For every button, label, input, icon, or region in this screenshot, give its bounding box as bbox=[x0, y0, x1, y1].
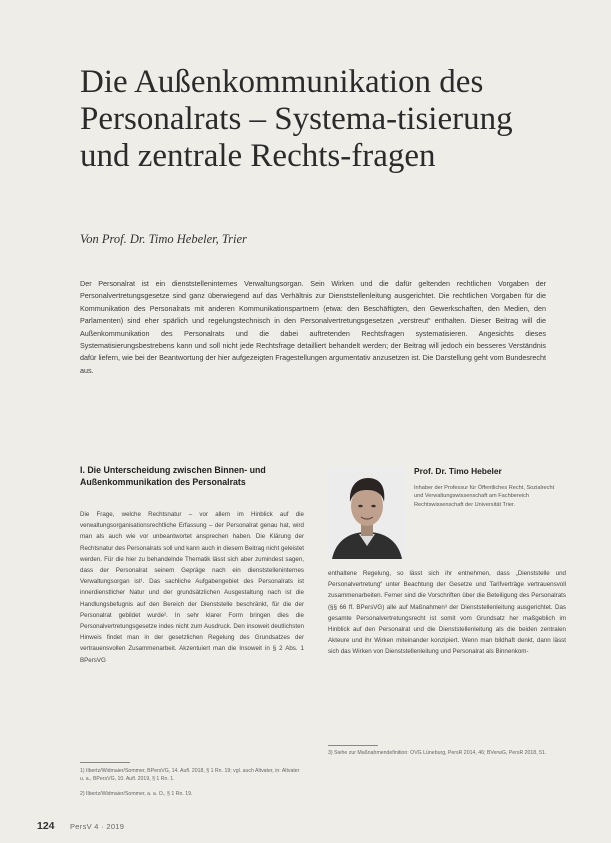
author-bio: Inhaber der Professur für Öffentliches Recht, Sozialrecht und Verwaltungswissenschaft am Fachbereich Rechtswissenschaft der Universität Trier. bbox=[414, 485, 555, 508]
right-column-text: enthaltene Regelung, so lässt sich ihr entnehmen, dass „Dienststelle und Personalvertretung“ unter Beachtung der Gesetze und Tarifverträge vertrauensvoll zusammenarbeiten. Ferner sind die Vorschriften über die Beteiligung des Personalrats (§§ 66 ff. BPersVG) alle auf Maßnahmen³ der Dienststellenleitung ausgerichtet. Das gesamte Personalvertretungsrecht ist somit vom Grundsatz her maßgeblich im Hinblick auf den Personalrat und die Dienststellenleitung als die beiden zentralen Akteure und ihr Wirken miteinander konzipiert. Wenn man bildhaft denkt, dann lässt sich das Wirken von Dienststellenleitung und Personalrat als Binnenkom- bbox=[328, 570, 566, 656]
page-number: 124 bbox=[37, 820, 55, 832]
author-portrait-icon bbox=[328, 466, 406, 559]
footnote-1: 1) Ilbertz/Widmaier/Sommer, BPersVG, 14. Aufl. 2018, § 1 Rn. 19; vgl. auch Altvater, in: Altvater u. a., BPersVG, 10. Aufl. 2019, § 1 Rn. 1. bbox=[80, 768, 300, 782]
author-photo bbox=[328, 466, 406, 559]
author-name: Prof. Dr. Timo Hebeler bbox=[414, 466, 502, 476]
article-title: Die Außenkommunikation des Personalrats – Systema-tisierung und zentrale Rechts-fragen bbox=[80, 64, 513, 174]
article-abstract: Der Personalrat ist ein dienststelleninternes Verwaltungsorgan. Sein Wirken und die dafür geltenden rechtlichen Vorgaben der Personalvertretungsgesetze sind ganz überwiegend auf das Verhältnis zur Dienststellenleitung ausgerichtet. Die rechtlichen Vorgaben für die Kommunikation des Personalrats mit anderen Kommunikationspartnern (etwa: den Beschäftigten, den Gewerkschaften, den Medien, den Parlamenten) sind eher spärlich und regelungstechnisch in den Personalvertretungsgesetzen „verstreut“ enthalten. Dieser Beitrag will die Außenkommunikation des Personalrats und die dabei auftretenden Rechtsfragen systematisieren. Angesichts dieses Systematisierungsbestrebens kann und soll nicht jede Rechtsfrage detailliert behandelt werden; der Beitrag will jedoch ein besseres Verständnis dafür liefern, wie bei der Beantwortung der hier aufgezeigten Fragestellungen argumentativ anzusetzen ist. Die Darstellung geht vom Bundesrecht aus. bbox=[80, 279, 546, 375]
footnote-2: 2) Ilbertz/Widmaier/Sommer, a. a. O., § 1 Rn. 19. bbox=[80, 791, 193, 797]
left-column-text: Die Frage, welche Rechtsnatur – vor allem im Hinblick auf die verwaltungsorganisationsrechtliche Erfassung – der Personalrat genau hat, wird man als auch wie vor unbeantwortet ansprechen haben. Die Klärung der Rechtsnatur des Personalrats soll und kann auch in diesem Beitrag nicht geleistet werden. Für die hier zu behandelnde Thematik lässt sich aber zumindest sagen, dass der Personalrat seinem Gepräge nach ein dienststelleninternes Verwaltungsorgan ist¹. Das sachliche Aufgabengebiet des Personalrats ist innerdienstlicher Natur und der grundsätzlichen Ausgestaltung nach ist die Handlungsbefugnis auf den Bereich der Dienststelle beschränkt, für die der Personalrat gebildet wurde². In sehr klarer Form bringen dies die Personalvertretungsgesetze indes nicht zum Ausdruck. Den insoweit deutlichsten Hinweis findet man in der gesetzlichen Regelung des Grundsatzes der vertrauensvollen Zusammenarbeit. Akzentuiert man die Insoweit in § 2 Abs. 1 BPersVG bbox=[80, 511, 304, 664]
footnote-divider-right bbox=[328, 745, 378, 746]
journal-issue: PersV 4 · 2019 bbox=[70, 822, 125, 831]
footnote-3: 3) Siehe zur Maßnahmendefinition: OVG Lüneburg, PersR 2014, 46; BVerwG, PersR 2018, 51. bbox=[328, 750, 547, 756]
section-heading: I. Die Unterscheidung zwischen Binnen- und Außenkommunikation des Personalrats bbox=[80, 465, 266, 487]
author-byline: Von Prof. Dr. Timo Hebeler, Trier bbox=[80, 232, 247, 246]
footnote-divider-left bbox=[80, 762, 130, 763]
